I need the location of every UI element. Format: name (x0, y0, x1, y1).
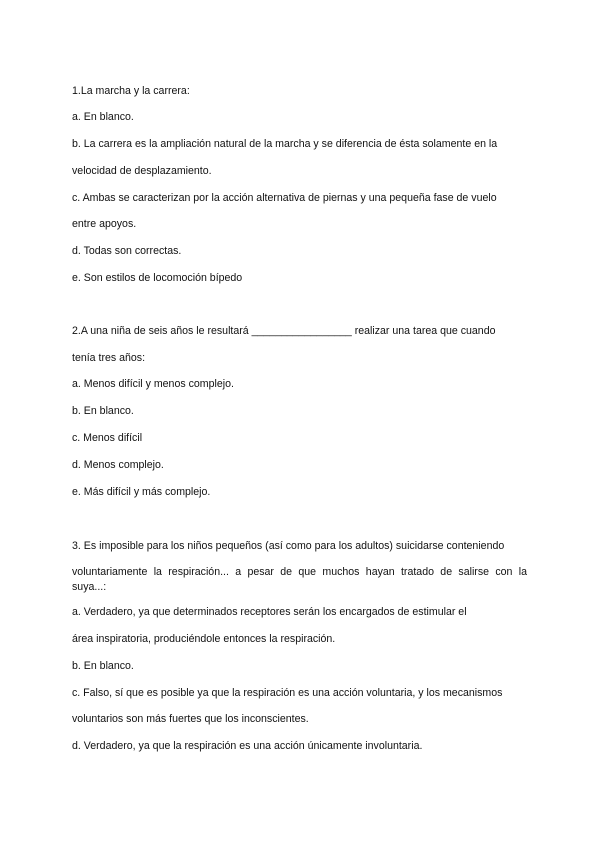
question-1-option-e: e. Son estilos de locomoción bípedo (72, 272, 243, 284)
question-3-option-c: c. Falso, sí que es posible ya que la respiración es una acción voluntaria, y los mecanismos (72, 687, 503, 699)
question-1-option-a: a. En blanco. (72, 111, 134, 123)
question-1-option-c-cont: entre apoyos. (72, 218, 137, 230)
question-3-option-c-cont: voluntarios son más fuertes que los inconscientes. (72, 713, 309, 725)
question-2-stem-cont: tenía tres años: (72, 352, 146, 364)
question-3-option-d: d. Verdadero, ya que la respiración es una acción únicamente involuntaria. (72, 740, 423, 752)
question-2-option-a: a. Menos difícil y menos complejo. (72, 378, 234, 390)
question-1-option-b-cont: velocidad de desplazamiento. (72, 165, 212, 177)
question-2-option-c: c. Menos difícil (72, 432, 143, 444)
question-3-stem-end: suya...: (72, 581, 107, 593)
question-2-option-d: d. Menos complejo. (72, 459, 164, 471)
question-3-stem: 3. Es imposible para los niños pequeños (así como para los adultos) suicidarse conteniendo (72, 540, 505, 552)
question-3-stem-cont: voluntariamente la respiración... a pesar de que muchos hayan tratado de salirse con la (72, 566, 527, 578)
question-2-stem: 2.A una niña de seis años le resultará _________________ realizar una tarea que cuando (72, 325, 496, 337)
question-3-option-a: a. Verdadero, ya que determinados receptores serán los encargados de estimular el (72, 606, 467, 618)
question-1-option-d: d. Todas son correctas. (72, 245, 182, 257)
question-1-option-b: b. La carrera es la ampliación natural de la marcha y se diferencia de ésta solamente en la (72, 138, 498, 150)
question-2-option-e: e. Más difícil y más complejo. (72, 486, 211, 498)
question-3-option-b: b. En blanco. (72, 660, 134, 672)
question-1-option-c: c. Ambas se caracterizan por la acción alternativa de piernas y una pequeña fase de vuelo (72, 192, 497, 204)
question-3-option-a-cont: área inspiratoria, produciéndole entonces la respiración. (72, 633, 336, 645)
question-1-stem: 1.La marcha y la carrera: (72, 85, 190, 97)
question-2-option-b: b. En blanco. (72, 405, 134, 417)
